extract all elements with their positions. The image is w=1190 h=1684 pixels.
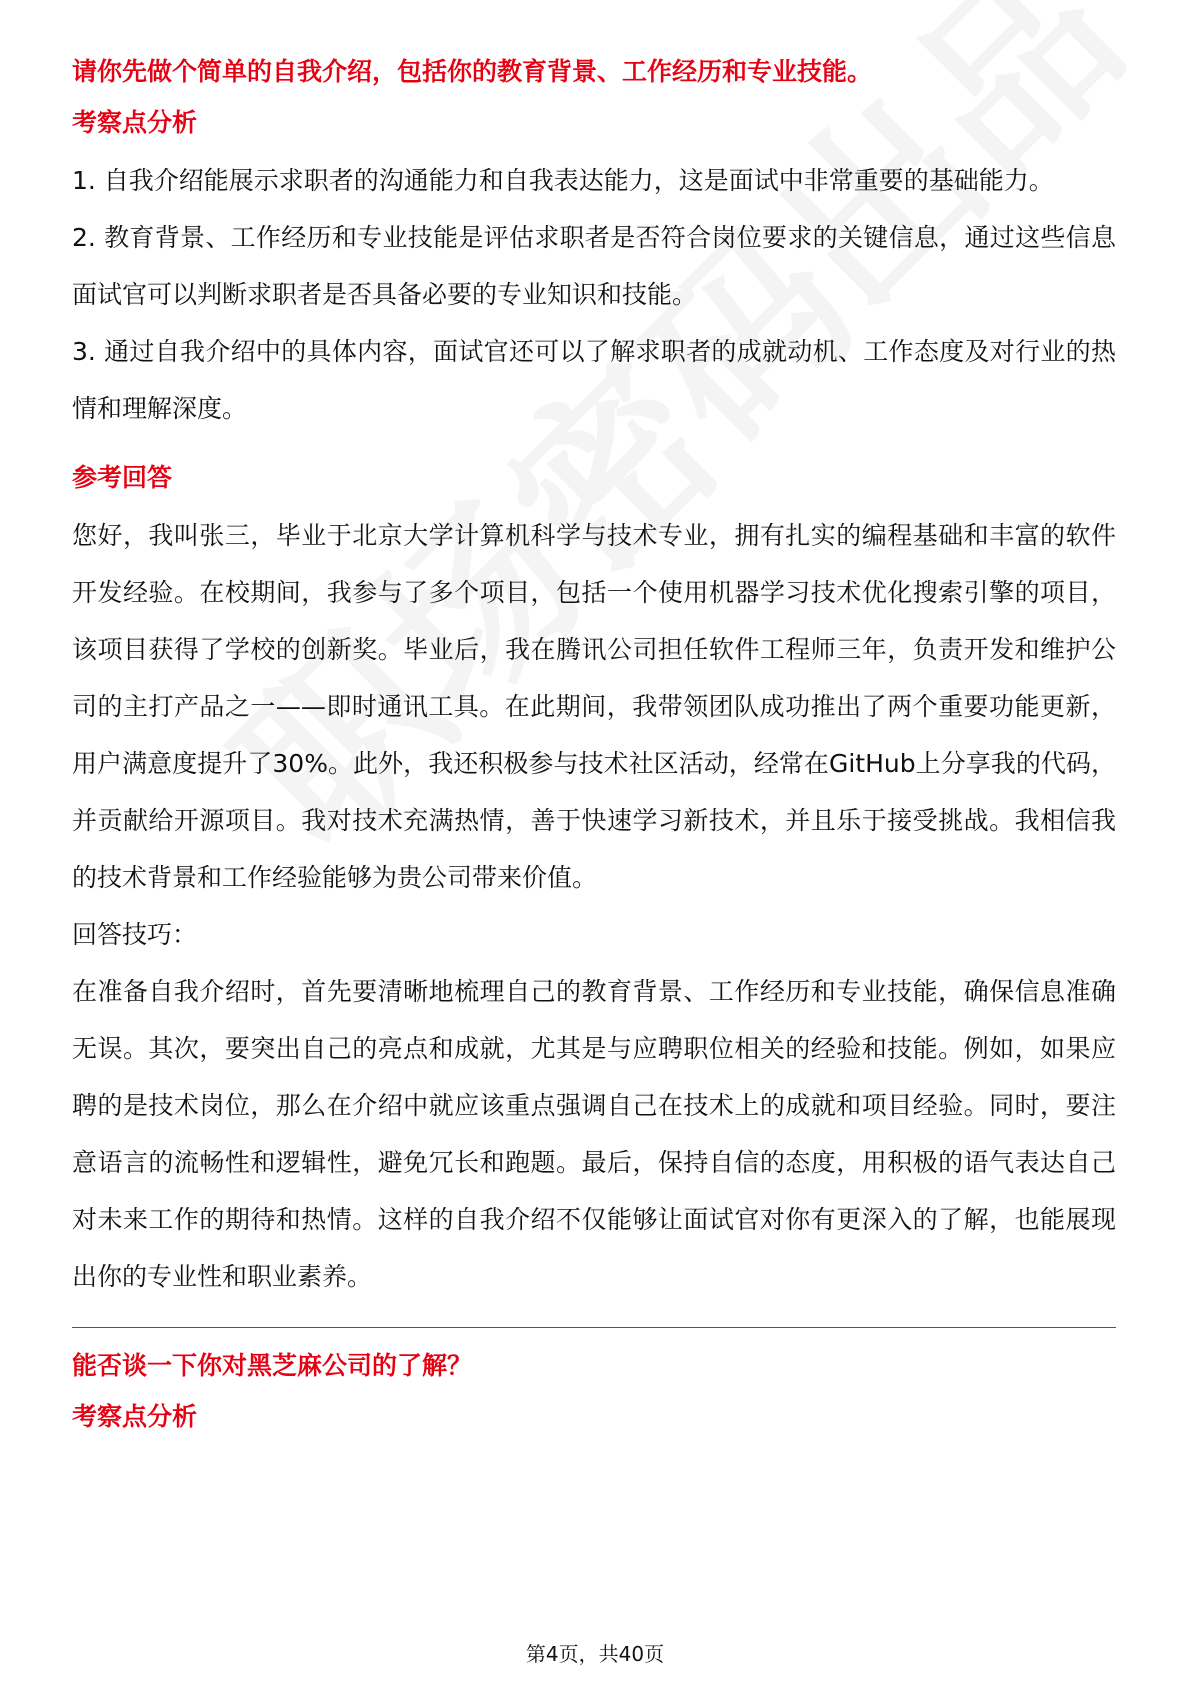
question-1-answer-heading: 参考回答 (72, 463, 173, 492)
answer-text: 您好，我叫张三，毕业于北京大学计算机科学与技术专业，拥有扎实的编程基础和丰富的软件开发经验。在校期间，我参与了多个项目，包括一个使用机器学习技术优化搜索引擎的项目，该项目获得了学校的创新奖。毕业后，我在腾讯公司担任软件工程师三年，负责开发和维护公司的主打产品之一——即时通讯工具。在此期间，我带领团队成功推出了两个重要功能更新，用户满意度提升了30%。此外，我还积极参与技术社区活动，经常在GitHub上分享我的代码，并贡献给开源项目。我对技术充满热情，善于快速学习新技术，并且乐于接受挑战。我相信我的技术背景和工作经验能够为贵公司带来价值。 (72, 521, 1116, 892)
analysis-point-2: 2. 教育背景、工作经历和专业技能是评估求职者是否符合岗位要求的关键信息，通过这些信息面试官可以判断求职者是否具备必要的专业知识和技能。 (72, 223, 1116, 309)
question-2-analysis-heading: 考察点分析 (72, 1402, 198, 1431)
tips-text: 在准备自我介绍时，首先要清晰地梳理自己的教育背景、工作经历和专业技能，确保信息准确无误。其次，要突出自己的亮点和成就，尤其是与应聘职位相关的经验和技能。例如，如果应聘的是技术岗位，那么在介绍中就应该重点强调自己在技术上的成就和项目经验。同时，要注意语言的流畅性和逻辑性，避免冗长和跑题。最后，保持自信的态度，用积极的语气表达自己对未来工作的期待和热情。这样的自我介绍不仅能够让面试官对你有更深入的了解，也能展现出你的专业性和职业素养。 (72, 977, 1116, 1291)
question-1-title: 请你先做个简单的自我介绍，包括你的教育背景、工作经历和专业技能。 (72, 57, 873, 86)
analysis-point-1: 1. 自我介绍能展示求职者的沟通能力和自我表达能力，这是面试中非常重要的基础能力。 (72, 166, 1054, 195)
analysis-point-3: 3. 通过自我介绍中的具体内容，面试官还可以了解求职者的成就动机、工作态度及对行业的热情和理解深度。 (72, 337, 1116, 423)
section-divider (72, 1327, 1116, 1328)
tips-heading: 回答技巧： (72, 920, 198, 949)
page-number: 第4页，共40页 (525, 1642, 665, 1666)
question-2-title: 能否谈一下你对黑芝麻公司的了解？ (72, 1351, 473, 1380)
document-page (72, 52, 1116, 1446)
question-1-analysis-heading: 考察点分析 (72, 108, 198, 137)
